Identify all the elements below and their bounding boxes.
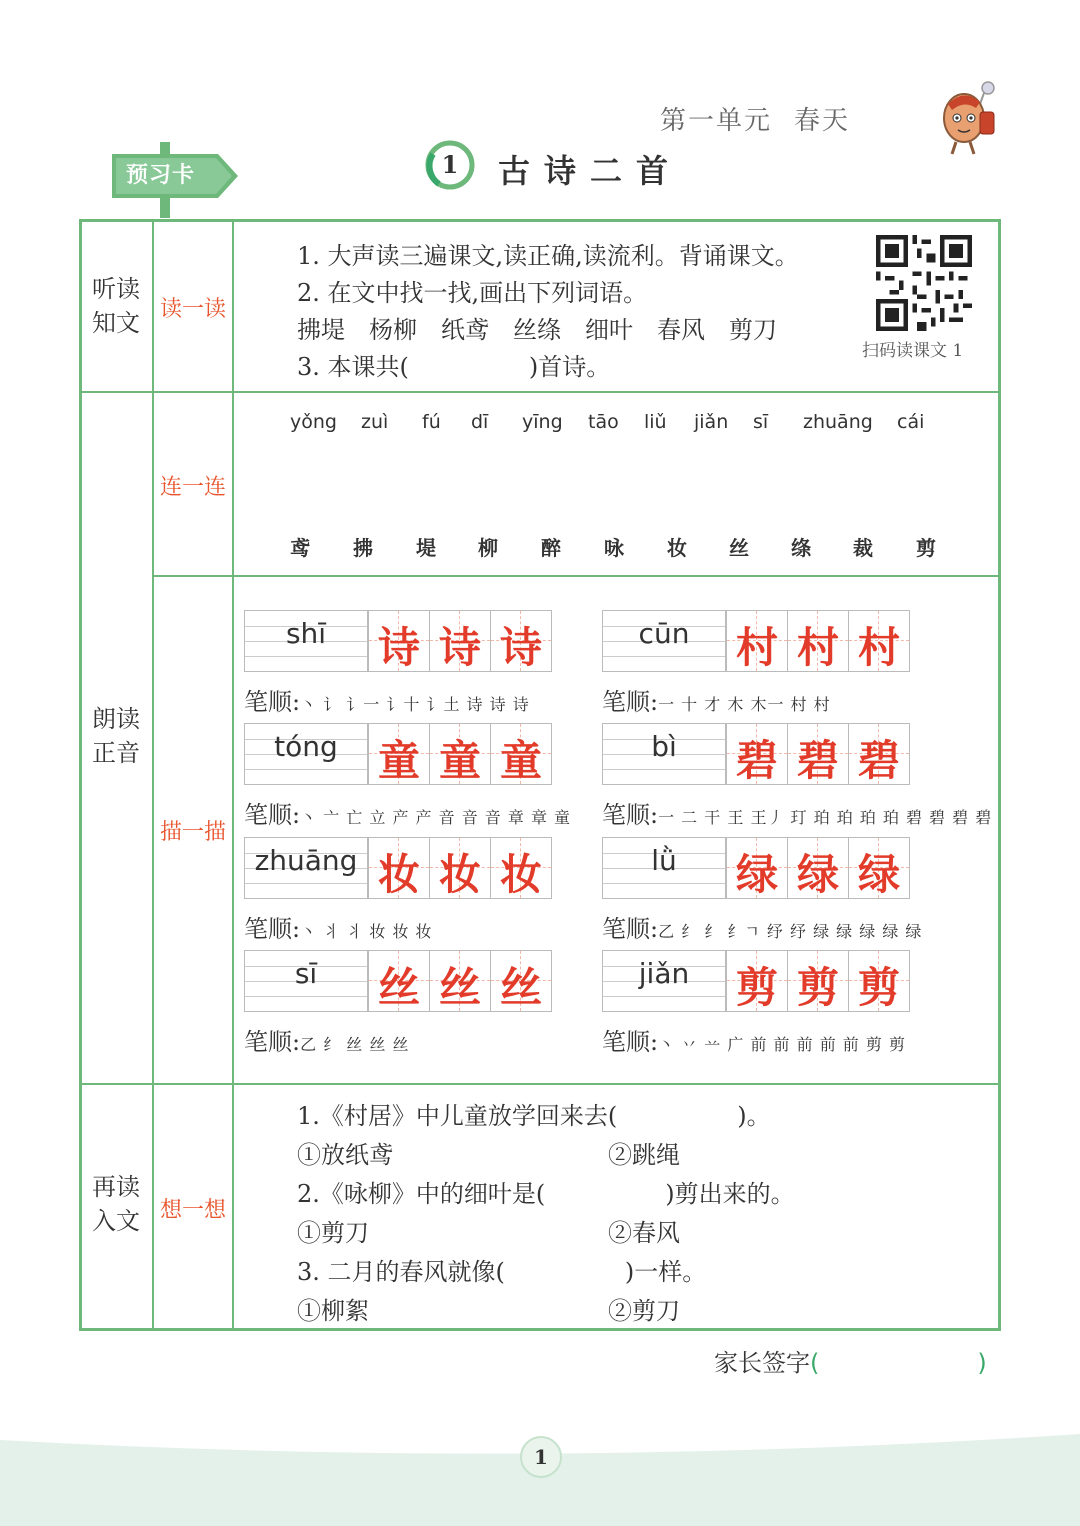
practice-character: 村 xyxy=(796,623,839,672)
practice-character: 诗 xyxy=(499,623,542,672)
practice-character: 剪 xyxy=(735,963,778,1012)
pinyin-box xyxy=(602,837,726,899)
tian-grid-box[interactable] xyxy=(726,610,788,672)
practice-character: 丝 xyxy=(499,963,542,1012)
stroke-sequence: 丶 丷 䒑 广 前 前 前 前 前 剪 剪 xyxy=(658,1035,906,1054)
stroke-order xyxy=(602,682,831,717)
signature-label: 家长签字 xyxy=(714,1349,810,1377)
activity-label-connect: 连一连 xyxy=(159,475,226,500)
qr-code-icon[interactable] xyxy=(876,235,972,331)
pinyin-text: bì xyxy=(651,730,677,763)
practice-character: 剪 xyxy=(857,963,900,1012)
read-word-list: 拂堤 杨柳 纸鸢 丝绦 细叶 春风 剪刀 xyxy=(297,316,777,344)
activity-label-think: 想一想 xyxy=(159,1198,226,1223)
practice-character: 丝 xyxy=(438,963,481,1012)
practice-character: 绿 xyxy=(735,850,778,899)
pinyin-box xyxy=(244,610,368,672)
question-3: 3. 二月的春风就像( )一样。 xyxy=(297,1258,707,1286)
pinyin-box xyxy=(602,723,726,785)
stroke-order xyxy=(602,795,992,830)
signature-close-bracket: ) xyxy=(977,1349,987,1377)
pinyin-item[interactable]: liǔ xyxy=(644,411,667,433)
practice-character: 剪 xyxy=(796,963,839,1012)
pinyin-item[interactable]: fú xyxy=(422,411,441,433)
question-2-option-b[interactable]: ②春风 xyxy=(608,1219,680,1247)
stroke-sequence: 一 二 干 王 王丿 玎 珀 珀 珀 珀 碧 碧 碧 碧 xyxy=(658,808,993,827)
practice-character: 绿 xyxy=(857,850,900,899)
pinyin-item[interactable]: tāo xyxy=(588,411,619,433)
stroke-sequence: 乙 纟 纟 纟ㄱ 纾 纾 绿 绿 绿 绿 绿 xyxy=(658,922,923,941)
character-item[interactable]: 丝 xyxy=(729,536,749,560)
stroke-sequence: 一 十 才 木 木一 村 村 xyxy=(658,695,831,714)
stroke-order-label: 笔顺: xyxy=(244,915,301,943)
tian-grid-box[interactable] xyxy=(429,950,491,1012)
tian-grid-box[interactable] xyxy=(429,837,491,899)
tian-grid-box[interactable] xyxy=(787,837,849,899)
tian-grid-box[interactable] xyxy=(848,950,910,1012)
pinyin-text: cūn xyxy=(638,617,690,650)
tian-grid-box[interactable] xyxy=(429,723,491,785)
pinyin-text: lǜ xyxy=(651,844,677,877)
character-item[interactable]: 堤 xyxy=(416,536,436,560)
tian-grid-box[interactable] xyxy=(848,837,910,899)
practice-character: 碧 xyxy=(735,736,778,785)
practice-character: 诗 xyxy=(438,623,481,672)
pinyin-item[interactable]: dī xyxy=(471,411,489,433)
character-item[interactable]: 鸢 xyxy=(290,536,310,560)
character-item[interactable]: 剪 xyxy=(916,536,936,560)
tian-grid-box[interactable] xyxy=(848,610,910,672)
tian-grid-box[interactable] xyxy=(726,837,788,899)
stroke-order-label: 笔顺: xyxy=(602,801,659,829)
group-label-reread: 再读 入文 xyxy=(92,1173,140,1235)
practice-character: 村 xyxy=(735,623,778,672)
stroke-order-label: 笔顺: xyxy=(602,688,659,716)
tian-grid-box[interactable] xyxy=(429,610,491,672)
pinyin-box xyxy=(244,723,368,785)
stroke-sequence: 乙 纟 丝 丝 丝 xyxy=(300,1035,410,1054)
question-1-option-b[interactable]: ②跳绳 xyxy=(608,1141,680,1169)
tian-grid-box[interactable] xyxy=(848,723,910,785)
tian-grid-box[interactable] xyxy=(726,723,788,785)
unit-header xyxy=(660,100,850,137)
activity-label-read: 读一读 xyxy=(159,297,226,322)
parent-signature[interactable] xyxy=(714,1343,987,1378)
pinyin-text: zhuāng xyxy=(254,844,358,877)
preview-tag-label: 预习卡 xyxy=(126,163,196,188)
read-instruction-2: 2. 在文中找一找,画出下列词语。 xyxy=(297,279,648,307)
character-item[interactable]: 柳 xyxy=(478,536,498,560)
lesson-title: 古诗二首 xyxy=(498,152,683,190)
tian-grid-box[interactable] xyxy=(368,723,430,785)
stroke-order-label: 笔顺: xyxy=(602,915,659,943)
pinyin-text: tóng xyxy=(274,730,338,763)
practice-character: 童 xyxy=(499,736,542,785)
practice-character: 碧 xyxy=(857,736,900,785)
unit-theme: 春天 xyxy=(793,106,850,136)
pinyin-box xyxy=(244,950,368,1012)
qr-caption: 扫码读课文 1 xyxy=(862,341,964,361)
practice-character: 绿 xyxy=(796,850,839,899)
pinyin-item[interactable]: cái xyxy=(897,411,925,433)
stroke-order xyxy=(244,1022,409,1057)
character-item[interactable]: 绦 xyxy=(791,536,811,560)
page-number: 1 xyxy=(520,1436,562,1478)
stroke-order xyxy=(602,909,922,944)
question-3-option-b[interactable]: ②剪刀 xyxy=(608,1297,680,1325)
unit-label: 第一单元 xyxy=(659,106,772,136)
tian-grid-box[interactable] xyxy=(490,610,552,672)
stroke-order xyxy=(244,682,530,717)
stroke-order-label: 笔顺: xyxy=(244,1028,301,1056)
pinyin-text: shī xyxy=(285,617,327,650)
question-1: 1.《村居》中儿童放学回来去( )。 xyxy=(297,1102,771,1130)
tian-grid-box[interactable] xyxy=(787,950,849,1012)
practice-character: 丝 xyxy=(377,963,420,1012)
practice-character: 村 xyxy=(857,623,900,672)
pinyin-item[interactable]: yǒng xyxy=(290,411,337,433)
stroke-order xyxy=(602,1022,906,1057)
signature-open-bracket: ( xyxy=(810,1349,820,1377)
pinyin-text: sī xyxy=(294,957,318,990)
tian-grid-box[interactable] xyxy=(490,950,552,1012)
tian-grid-box[interactable] xyxy=(490,723,552,785)
read-instruction-3: 3. 本课共( )首诗。 xyxy=(297,353,611,381)
tian-grid-box[interactable] xyxy=(787,723,849,785)
question-2-option-a[interactable]: ①剪刀 xyxy=(297,1219,369,1247)
question-1-option-a[interactable]: ①放纸鸢 xyxy=(297,1141,393,1169)
stroke-order-label: 笔顺: xyxy=(602,1028,659,1056)
pinyin-box xyxy=(602,610,726,672)
pinyin-box xyxy=(244,837,368,899)
tian-grid-box[interactable] xyxy=(490,837,552,899)
character-item[interactable]: 拂 xyxy=(353,536,373,560)
question-3-option-a[interactable]: ①柳絮 xyxy=(297,1297,369,1325)
tian-grid-box[interactable] xyxy=(726,950,788,1012)
character-item[interactable]: 醉 xyxy=(541,536,561,560)
character-item[interactable]: 妆 xyxy=(667,536,687,560)
pinyin-item[interactable]: sī xyxy=(753,411,769,433)
activity-label-trace: 描一描 xyxy=(159,820,226,845)
pinyin-item[interactable]: zuì xyxy=(361,411,389,433)
character-item[interactable]: 咏 xyxy=(604,536,624,560)
pinyin-text: jiǎn xyxy=(638,957,690,990)
practice-character: 妆 xyxy=(499,850,542,899)
lesson-number: 1 xyxy=(441,150,459,179)
practice-character: 妆 xyxy=(377,850,420,899)
group-label-read-aloud: 朗读 正音 xyxy=(92,705,140,767)
practice-character: 碧 xyxy=(796,736,839,785)
stroke-sequence: 丶 讠 讠一 讠十 讠土 诗 诗 诗 xyxy=(300,695,530,714)
tian-grid-box[interactable] xyxy=(368,610,430,672)
stroke-sequence: 丶 亠 亡 立 产 产 音 音 音 章 章 童 xyxy=(300,808,572,827)
stroke-order xyxy=(244,909,433,944)
stroke-order xyxy=(244,795,571,830)
mascot-icon xyxy=(936,78,1006,156)
stroke-order-label: 笔顺: xyxy=(244,688,301,716)
read-instruction-1: 1. 大声读三遍课文,读正确,读流利。背诵课文。 xyxy=(297,242,799,270)
tian-grid-box[interactable] xyxy=(368,837,430,899)
tian-grid-box[interactable] xyxy=(368,950,430,1012)
pinyin-item[interactable]: zhuāng xyxy=(803,411,873,433)
pinyin-box xyxy=(602,950,726,1012)
tian-grid-box[interactable] xyxy=(787,610,849,672)
practice-character: 妆 xyxy=(438,850,481,899)
stroke-sequence: 丶 丬 丬 妆 妆 妆 xyxy=(300,922,433,941)
pinyin-item[interactable]: yīng xyxy=(522,411,563,433)
practice-character: 诗 xyxy=(377,623,420,672)
group-label-listen: 听读 知文 xyxy=(92,275,140,337)
practice-character: 童 xyxy=(377,736,420,785)
question-2: 2.《咏柳》中的细叶是( )剪出来的。 xyxy=(297,1180,795,1208)
pinyin-item[interactable]: jiǎn xyxy=(694,411,729,433)
character-item[interactable]: 裁 xyxy=(853,536,873,560)
practice-character: 童 xyxy=(438,736,481,785)
stroke-order-label: 笔顺: xyxy=(244,801,301,829)
